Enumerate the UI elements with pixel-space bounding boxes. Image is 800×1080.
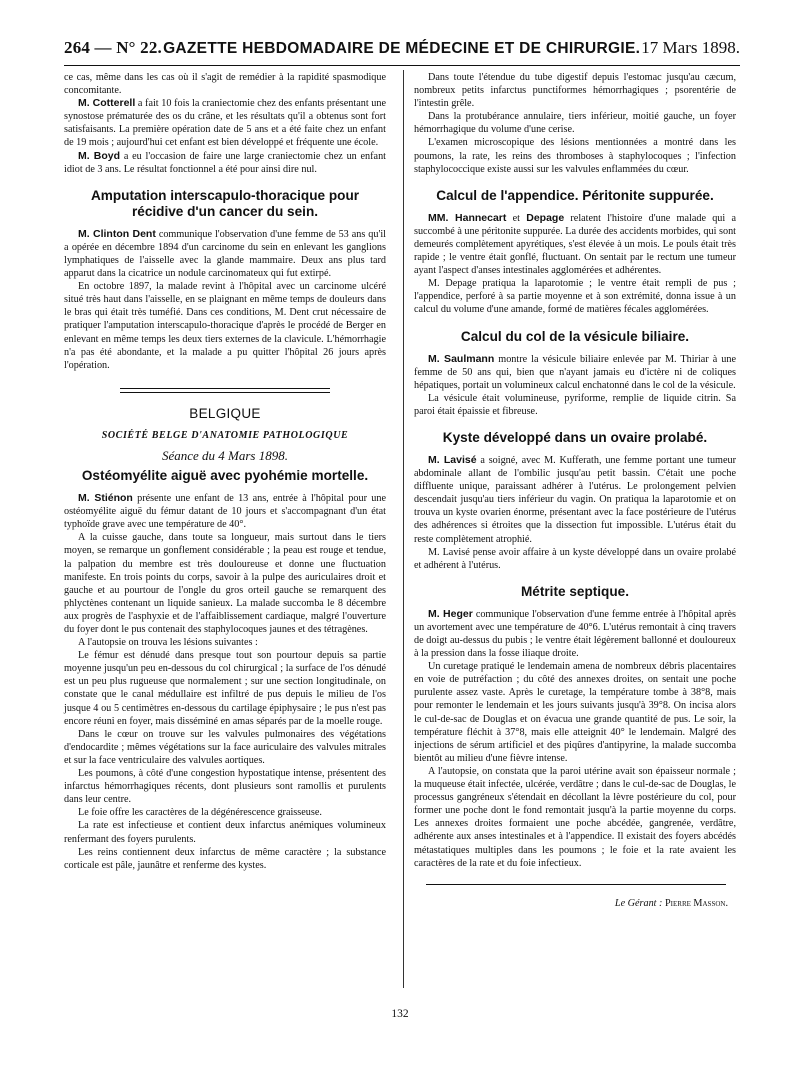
paragraph-text: a soigné, avec M. Kufferath, une femme portant une tumeur abdominale allant de l'ombilic jusqu'au petit bassin. C'était une poche diffluente unique, paraissant adhérer à l'utérus. Le prolongement pelvien descendait jusqu'au tiers inférieur du vagin. On pratiqua la laparotomie et on trouva un kyste ovarien énorme, présentant avec la face postérieure de l'utérus des adhérences si étroites que la dissection fut impossible. L'utérus était du reste complètement atrophié. bbox=[414, 454, 736, 545]
paragraph bbox=[64, 228, 386, 280]
session-date: Séance du 4 Mars 1898. bbox=[161, 447, 288, 463]
gerant-line bbox=[414, 897, 736, 910]
paragraph: M. Depage pratiqua la laparotomie ; le ventre était rempli de pus ; l'appendice, perforé à sa partie moyenne et à son extrémité, donna issue à un calcul du volume d'une amande, formé de matières fécales agglomérées. bbox=[414, 278, 736, 316]
paragraph: La rate est infectieuse et contient deux infarctus anémiques volumineux renfermant des foyers purulents. bbox=[64, 820, 386, 845]
author-name: M. Lavisé bbox=[428, 453, 477, 466]
section-heading: Métrite septique. bbox=[520, 583, 629, 599]
journal-title: GAZETTE HEBDOMADAIRE DE MÉDECINE ET DE CHIRURGIE. bbox=[163, 40, 641, 57]
author-name: M. Stiénon bbox=[78, 492, 133, 505]
paragraph: M. Lavisé pense avoir affaire à un kyste développé dans un ovaire prolabé et adhérent à l'utérus. bbox=[414, 546, 736, 571]
paragraph: A la cuisse gauche, dans toute sa longueur, mais surtout dans le tiers moyen, se remarque un gonflement considérable ; la peau est rouge et tendue, la palpation du membre est très douloureuse et donne une fluctuation manifeste. En trois points du corps, savoir à la pulpe des auriculaires droit et gauche et au pourtour de l'ongle du gros orteil gauche se remarquent des phlyctènes contenant un liquide sanieux. La malade succomba le 8 décembre aux progrès de l'asphyxie et de l'affaiblissement cardiaque, malgré l'ouverture du foyer dont le pus contenait des staphylocoques jaunes et des tétragènes. bbox=[64, 532, 386, 635]
paragraph: A l'autopsie, on constata que la paroi utérine avait son épaisseur normale ; la muqueuse était infectée, ulcérée, verdâtre ; dans le cul-de-sac de Douglas, le processus gangréneux s'étendait en décollant la lèvre postérieure du col, pour former une poche dont le fond remontait jusqu'à la partie moyenne du corps. Les annexes droites formaient une poche abcédée, gangrenée, verdâtre, adhérente aux anses intestinales et à l'appendice. Il existait des foyers abcédés métastatiques multiples dans les poumons ; le foie et la rate avaient les caractères de la rate et du foie infectieux. bbox=[414, 765, 736, 869]
paragraph-text: relatent l'histoire d'une malade qui a succombé à une péritonite suppurée. La durée des accidents morbides, qui sont demeurés complètement apyrétiques, s'est élevée à un mois. Le pouls était très rapide ; le ventre était gonflé, fluctuant. On sentait par le rectum une tumeur ayant l'aspect d'anses intestinales agglomérées et adhérentes. bbox=[414, 212, 736, 277]
paragraph-text: a fait 10 fois la craniectomie chez des enfants présentant une synostose prématurée des os du crâne, et les résultats qu'il a obtenus sont fort satisfaisants. La première opération date de 5 ans et a été faite chez un enfant de 19 mois ; aujourd'hui cet enfant est bien développé et fréquente une école. bbox=[64, 98, 386, 149]
paragraph: Les poumons, à côté d'une congestion hypostatique intense, présentent des infarctus hémorrhagiques récents, dont plusieurs sont ramollis et purulents dans leur centre. bbox=[64, 768, 386, 806]
folio-number: 132 bbox=[391, 1008, 409, 1020]
section-heading: Amputation interscapulo-thoracique pour récidive d'un cancer du sein. bbox=[90, 187, 360, 219]
paragraph: A l'autopsie on trouva les lésions suivantes : bbox=[78, 637, 258, 649]
author-name: M. Boyd bbox=[78, 149, 121, 162]
paragraph bbox=[64, 492, 386, 531]
paragraph: Dans le cœur on trouve sur les valvules pulmonaires des végétations d'endocardite ; mêmes végétations sur la face auriculaire des valvules mitrales et sur la face ventriculaire des valvules aortiques. bbox=[64, 728, 386, 766]
column-separator bbox=[403, 70, 404, 988]
gerant-name: Pierre Masson. bbox=[665, 897, 728, 909]
paragraph bbox=[64, 97, 386, 149]
author-name: M. Saulmann bbox=[428, 352, 495, 365]
section-heading: Calcul du col de la vésicule biliaire. bbox=[460, 328, 690, 344]
paragraph: Dans toute l'étendue du tube digestif depuis l'estomac jusqu'au cæcum, nombreux petits infarctus punctiformes hémorrhagiques ; psorentérie de l'intestin grêle. bbox=[414, 72, 736, 110]
paragraph: Le fémur est dénudé dans presque tout son pourtour depuis sa partie moyenne jusqu'un peu en-dessous du col chirurgical ; la surface de l'os dénudé est un peu plus rugueuse que normalement ; sur une section longitudinale, on constate que le canal médullaire est infiltré de pus depuis le milieu de l'os jusque 4 ou 5 centimètres en-dessous du cartilage épiphysaire ; le pus n'est pas encore réuni en foyer, mais disséminé en amas séparés par de la moelle rouge. bbox=[64, 650, 386, 727]
gerant-label: Le Gérant : bbox=[614, 897, 665, 909]
paragraph bbox=[414, 608, 736, 660]
section-divider bbox=[120, 392, 330, 393]
issue-date: 17 Mars 1898. bbox=[641, 38, 740, 57]
paragraph-text: communique l'observation d'une femme de 53 ans qu'il a opérée en décembre 1894 d'un carcinome du sein en enlevant les ganglions lymphatiques de l'aisselle avec la glande mammaire. Deux ans plus tard apparut dans la cicatrice un nodule carcinomateux qui fut extirpé. bbox=[64, 228, 386, 280]
paragraph-text: montre la vésicule biliaire enlevée par M. Thiriar à une femme de 50 ans qui, bien que n'ayant jamais eu d'ictère ni de coliques hépatiques, portait un volumineux calcul enchatonné dans le col de la vésicule. bbox=[414, 353, 736, 391]
paragraph bbox=[414, 212, 736, 277]
paragraph: La vésicule était volumineuse, pyriforme, remplie de liquide citrin. Sa paroi était épaissie et fibreuse. bbox=[414, 392, 736, 417]
header-rule bbox=[64, 65, 740, 66]
society-heading: SOCIÉTÉ BELGE D'ANATOMIE PATHOLOGIQUE bbox=[101, 429, 349, 441]
author-name: M. Clinton Dent bbox=[78, 227, 156, 240]
paragraph bbox=[414, 454, 736, 546]
section-heading: Kyste développé dans un ovaire prolabé. bbox=[442, 429, 708, 445]
page-number-issue: 264 — N° 22. bbox=[64, 38, 162, 57]
paragraph-text: a eu l'occasion de faire une large craniectomie chez un enfant idiot de 3 ans. Le résultat fonctionnel a été pour ainsi dire nul. bbox=[64, 150, 386, 175]
author-name: MM. Hannecart bbox=[428, 211, 507, 224]
paragraph bbox=[414, 353, 736, 392]
author-name: Depage bbox=[526, 211, 565, 224]
paragraph: Le foie offre les caractères de la dégénérescence graisseuse. bbox=[78, 807, 322, 819]
end-rule bbox=[426, 884, 726, 885]
author-name: M. Cotterell bbox=[78, 97, 136, 110]
paragraph-text: et bbox=[506, 212, 527, 224]
paragraph-text: présente une enfant de 13 ans, entrée à l'hôpital pour une ostéomyélite aiguë du fémur datant de 10 jours et s'accompagnant d'un état typhoïde grave avec une température de 40°. bbox=[64, 493, 386, 531]
paragraph: ce cas, même dans les cas où il s'agit de remédier à la rapidité spasmodique concomitante. bbox=[64, 72, 386, 97]
author-name: M. Heger bbox=[428, 607, 473, 620]
paragraph-text: communique l'observation d'une femme entrée à l'hôpital après un avortement avec une température de 40°6. L'utérus remontait à cinq travers de doigt au-dessus du pubis ; le ventre était légèrement ballonné et douloureux à la pression dans la fosse iliaque droite. bbox=[414, 608, 737, 660]
paragraph: L'examen microscopique des lésions mentionnées a montré dans les poumons, la rate, les reins des thromboses à staphylocoques ; l'infection staphylococcique existe aussi sur les valvules enflammées du cœur. bbox=[414, 137, 736, 175]
paragraph: Un curetage pratiqué le lendemain amena de nombreux débris placentaires en voie de putréfaction ; du côté des annexes droites, on sentait une poche purulente assez vaste. Après le curetage, la température tombe à 38°8, mais pour remonter le lendemain et les jours suivants jusqu'à 39°8. On incisa alors le cul-de-sac de Douglas et on évacua une grande quantité de pus. Le soir, la température fléchit à 37°8, mais elle atteignit 40° le lendemain. Malgré des injections de sérum artificiel et des piqûres d'antipyrine, la malade succomba bientôt au milieu d'une fièvre intense. bbox=[414, 661, 736, 764]
section-heading: Ostéomyélite aiguë avec pyohémie mortelle. bbox=[81, 468, 369, 484]
running-head bbox=[64, 38, 740, 58]
section-divider bbox=[120, 388, 330, 389]
right-column bbox=[414, 71, 736, 910]
paragraph: Les reins contiennent deux infarctus de même caractère ; la substance corticale est pâle, jaunâtre et renferme des kystes. bbox=[64, 846, 386, 871]
paragraph bbox=[64, 150, 386, 176]
left-column bbox=[64, 71, 386, 872]
country-heading: BELGIQUE bbox=[189, 405, 261, 421]
paragraph: En octobre 1897, la malade revint à l'hôpital avec un carcinome ulcéré situé très haut dans l'aisselle, en se plaignant en même temps de douleurs dans le bras qui était très tuméfié. Dans ces conditions, M. Dent crut nécessaire de pratiquer l'amputation interscapulo-thoracique d'après le procédé de Berger en enlevant en même temps les deux tiers externes de la clavicule. L'hémorrhagie n'a pas été abondante, et la malade a pu quitter l'hôpital 26 jours après l'opération. bbox=[64, 281, 386, 371]
section-heading: Calcul de l'appendice. Péritonite suppurée. bbox=[436, 187, 714, 203]
paragraph: Dans la protubérance annulaire, tiers inférieur, moitié gauche, un foyer hémorrhagique du volume d'une cerise. bbox=[414, 111, 736, 136]
